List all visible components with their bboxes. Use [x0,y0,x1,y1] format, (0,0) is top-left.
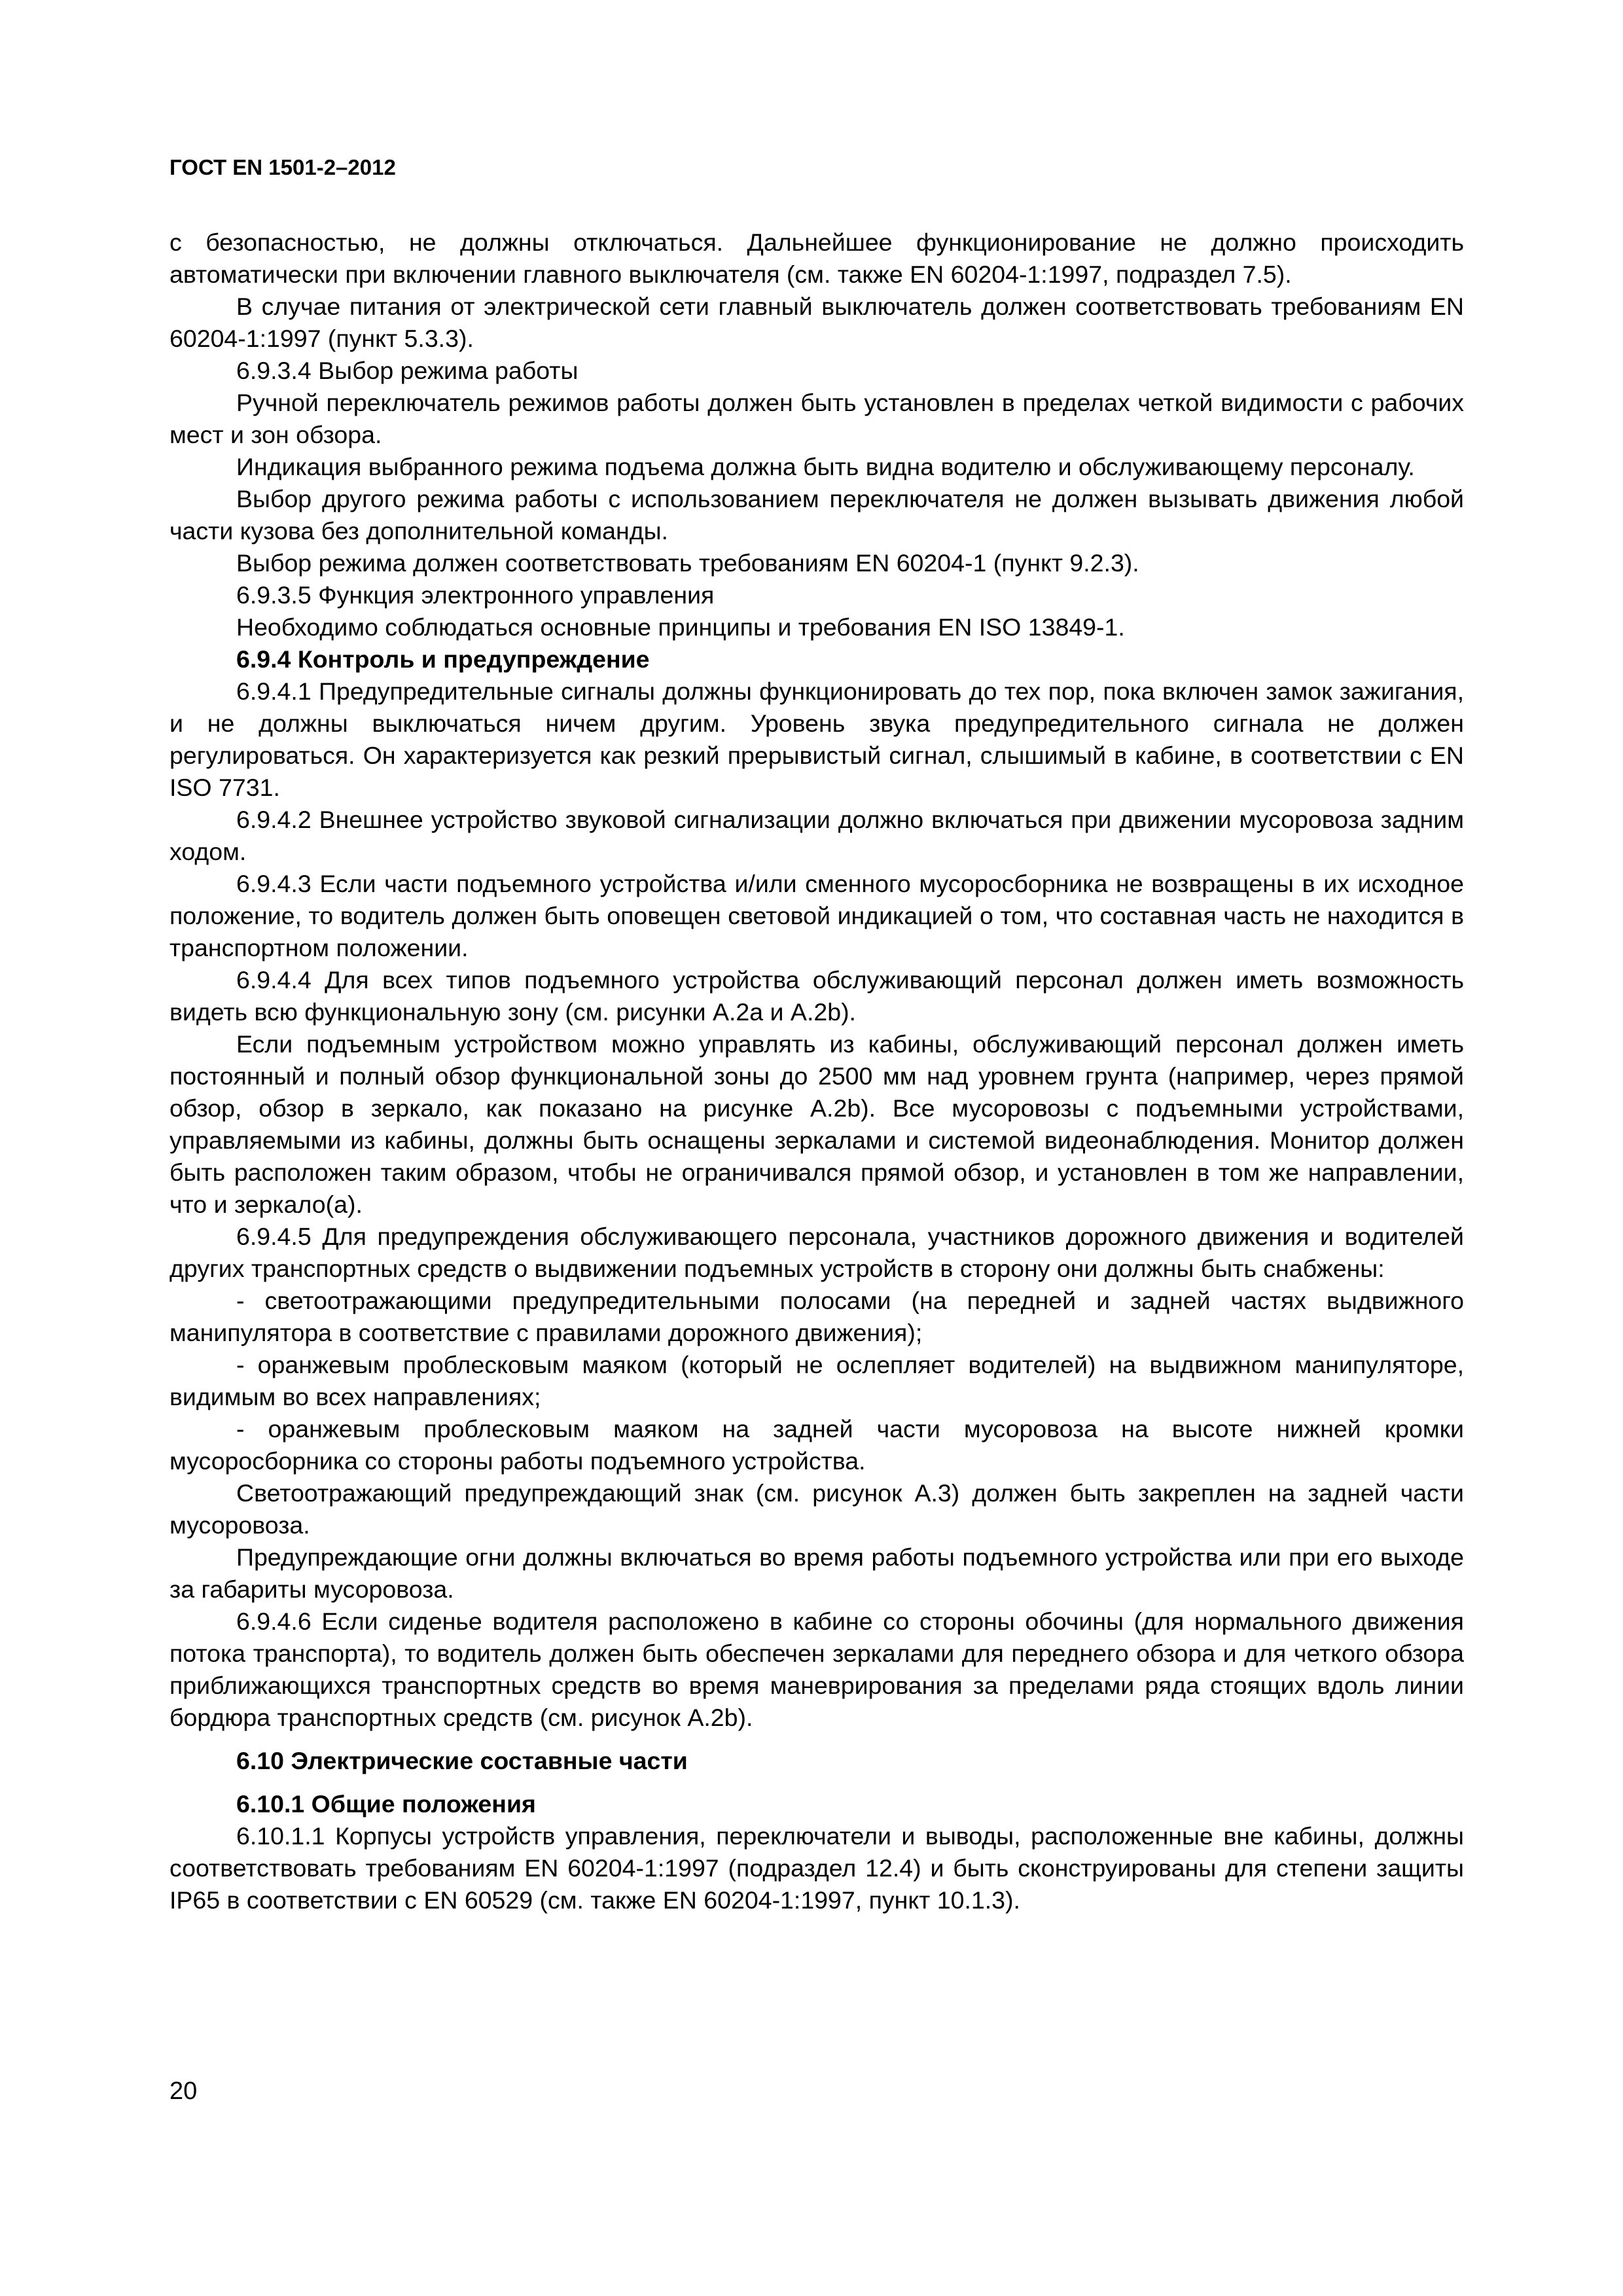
document-body [169,226,1464,1916]
body-paragraph: Выбор другого режима работы с использованием переключателя не должен вызывать движения любой части кузова без дополнительной команды. [169,485,1464,545]
body-paragraph: - оранжевым проблесковым маяком (который не ослепляет водителей) на выдвижном манипуляторе, видимым во всех направлениях; [169,1351,1464,1410]
body-paragraph: В случае питания от электрической сети главный выключатель должен соответствовать требованиям EN 60204-1:1997 (пункт 5.3.3). [169,293,1464,352]
body-paragraph: 6.9.4.3 Если части подъемного устройства и/или сменного мусоросборника не возвращены в их исходное положение, то водитель должен быть оповещен световой индикацией о том, что составная часть не находится в транспортном положении. [169,870,1464,961]
body-paragraph: 6.9.4.6 Если сиденье водителя расположено в кабине со стороны обочины (для нормального движения потока транспорта), то водитель должен быть обеспечен зеркалами для переднего обзора и для четкого обзора приближающихся транспортных средств во время маневрирования за пределами ряда стоящих вдоль линии бордюра транспортных средств (см. рисунок А.2b). [169,1607,1464,1731]
body-paragraph: 6.9.4.4 Для всех типов подъемного устройства обслуживающий персонал должен иметь возможность видеть всю функциональную зону (см. рисунки А.2a и А.2b). [169,966,1464,1026]
body-paragraph: - оранжевым проблесковым маяком на задней части мусоровоза на высоте нижней кромки мусоросборника со стороны работы подъемного устройства. [169,1415,1464,1475]
page-number: 20 [169,2077,198,2105]
body-paragraph: 6.9.4.2 Внешнее устройство звуковой сигнализации должно включаться при движении мусоровоза задним ходом. [169,806,1464,865]
body-paragraph: Необходимо соблюдаться основные принципы и требования EN ISO 13849-1. [236,613,1125,641]
body-paragraph: Индикация выбранного режима подъема должна быть видна водителю и обслуживающему персоналу. [236,453,1415,480]
body-paragraph: Выбор режима должен соответствовать требованиям EN 60204-1 (пункт 9.2.3). [236,549,1139,577]
body-paragraph: 6.9.3.5 Функция электронного управления [236,581,715,609]
body-paragraph: Светоотражающий предупреждающий знак (см. рисунок А.3) должен быть закреплен на задней части мусоровоза. [169,1479,1464,1539]
section-heading: 6.10.1 Общие положения [236,1790,536,1818]
body-paragraph: с безопасностью, не должны отключаться. Дальнейшее функционирование не должно происходить автоматически при включении главного выключателя (см. также EN 60204-1:1997, подраздел 7.5). [169,228,1464,288]
body-paragraph: Предупреждающие огни должны включаться во время работы подъемного устройства или при его выходе за габариты мусоровоза. [169,1543,1464,1603]
body-paragraph: Если подъемным устройством можно управлять из кабины, обслуживающий персонал должен иметь постоянный и полный обзор функциональной зоны до 2500 мм над уровнем грунта (например, через прямой обзор, обзор в зеркало, как показано на рисунке А.2b). Все мусоровозы с подъемными устройствами, управляемыми из кабины, должны быть оснащены зеркалами и системой видеонаблюдения. Монитор должен быть расположен таким образом, чтобы не ограничивался прямой обзор, и установлен в том же направлении, что и зеркало(а). [169,1030,1464,1218]
body-paragraph: - светоотражающими предупредительными полосами (на передней и задней частях выдвижного манипулятора в соответствие с правилами дорожного движения); [169,1287,1464,1346]
body-paragraph: 6.10.1.1 Корпусы устройств управления, переключатели и выводы, расположенные вне кабины, должны соответствовать требованиям EN 60204-1:1997 (подраздел 12.4) и быть сконструированы для степени защиты IP65 в соответствии с EN 60529 (см. также EN 60204-1:1997, пункт 10.1.3). [169,1822,1464,1914]
section-heading: 6.9.4 Контроль и предупреждение [236,645,650,673]
body-paragraph: 6.9.4.5 Для предупреждения обслуживающего персонала, участников дорожного движения и водителей других транспортных средств о выдвижении подъемных устройств в сторону они должны быть снабжены: [169,1223,1464,1282]
section-heading: 6.10 Электрические составные части [236,1747,688,1774]
body-paragraph: Ручной переключатель режимов работы должен быть установлен в пределах четкой видимости с рабочих мест и зон обзора. [169,389,1464,448]
body-paragraph: 6.9.4.1 Предупредительные сигналы должны функционировать до тех пор, пока включен замок зажигания, и не должны выключаться ничем другим. Уровень звука предупредительного сигнала не должен регулироваться. Он характеризуется как резкий прерывистый сигнал, слышимый в кабине, в соответствии с EN ISO 7731. [169,677,1464,801]
document-header: ГОСТ EN 1501-2–2012 [169,155,396,179]
body-paragraph: 6.9.3.4 Выбор режима работы [236,357,579,384]
